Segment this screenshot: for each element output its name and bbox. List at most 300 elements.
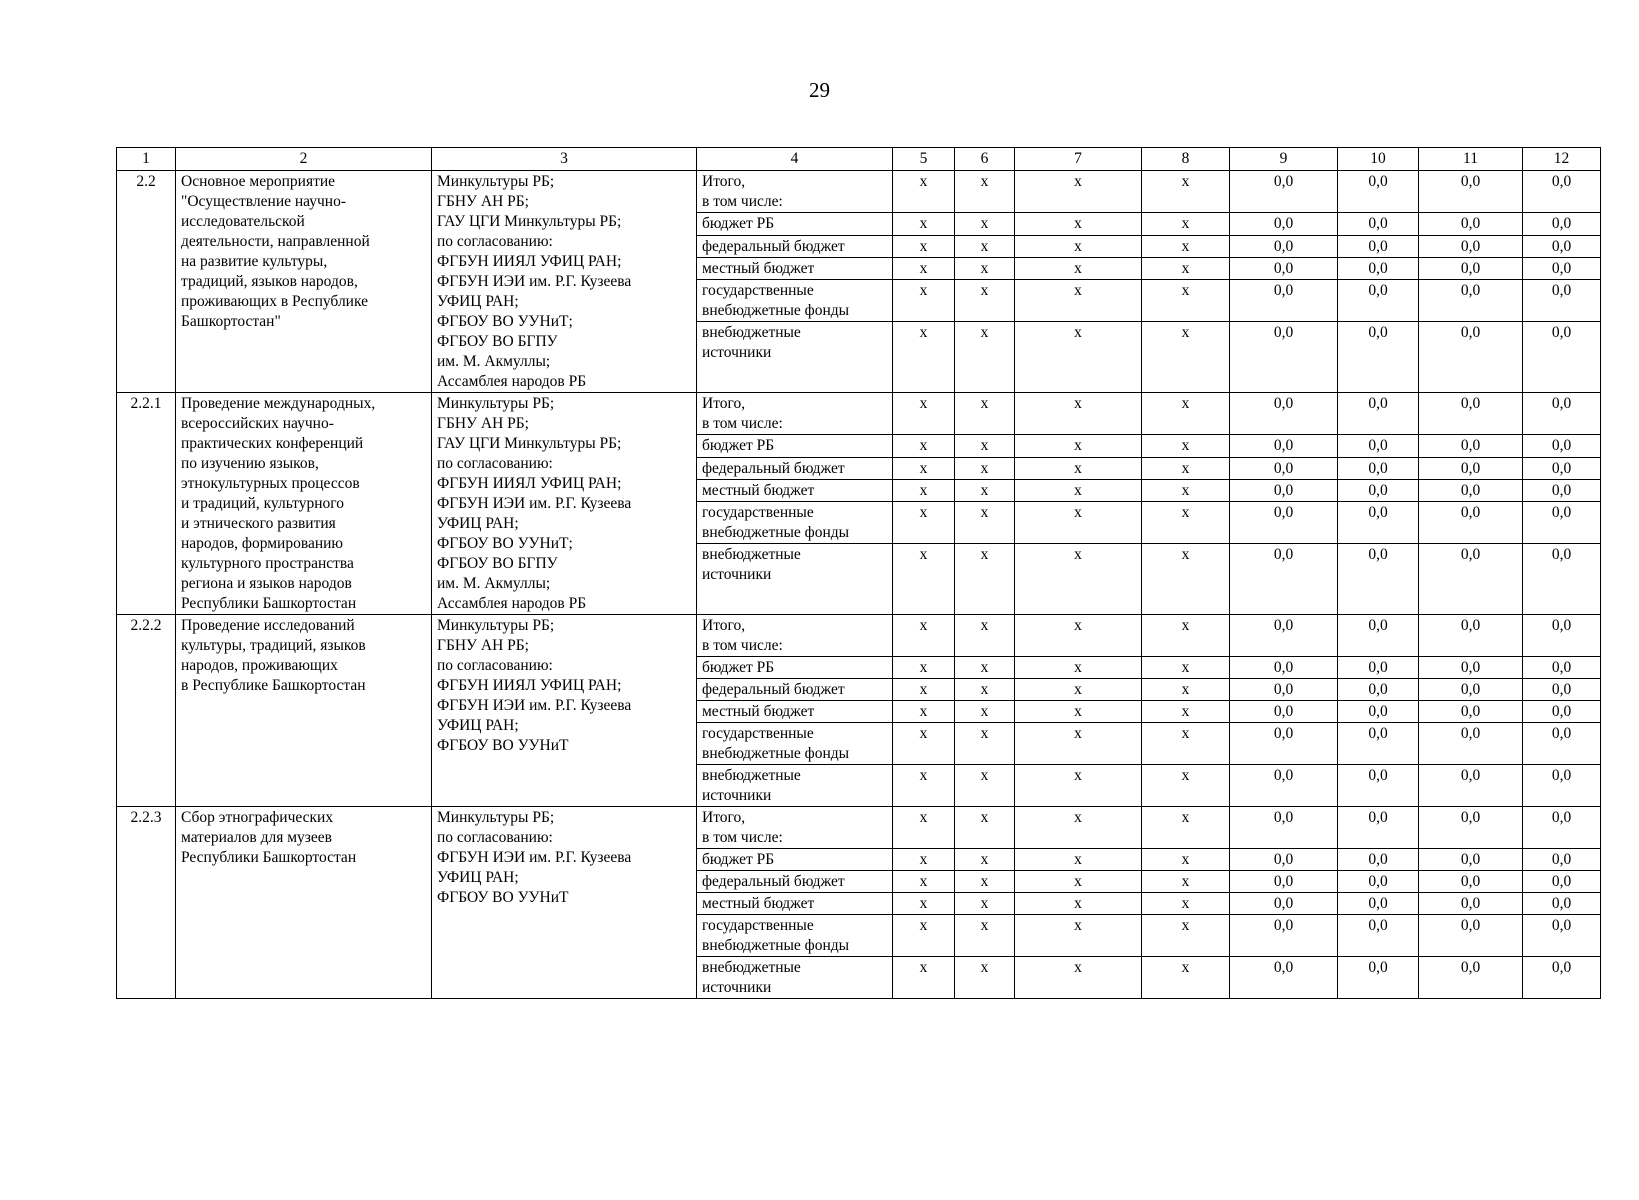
- executors: [432, 615, 697, 807]
- cell-x-c7: x: [1015, 615, 1142, 657]
- executor-line: ФГБОУ ВО УУНиТ;: [437, 535, 573, 552]
- funding-source: [697, 807, 893, 849]
- cell-x-c5: x: [893, 171, 955, 213]
- activity-name: [176, 171, 432, 393]
- funding-source-line: федеральный бюджет: [702, 237, 845, 255]
- cell-x-c6: x: [955, 765, 1015, 807]
- cell-value-c12: 0,0: [1523, 393, 1601, 435]
- funding-source: [697, 615, 893, 657]
- cell-x-c6: x: [955, 322, 1015, 393]
- funding-source-line: бюджет РБ: [702, 215, 775, 233]
- cell-value-c9: 0,0: [1230, 279, 1338, 321]
- funding-source: [697, 322, 893, 393]
- activity-name-line: на развитие культуры,: [181, 253, 328, 270]
- cell-value-c10: 0,0: [1338, 849, 1419, 871]
- cell-x-c8: x: [1142, 457, 1230, 479]
- cell-x-c7: x: [1015, 501, 1142, 543]
- funding-source: [697, 957, 893, 999]
- cell-x-c5: x: [893, 807, 955, 849]
- cell-x-c7: x: [1015, 849, 1142, 871]
- activity-name: [176, 615, 432, 807]
- cell-x-c6: x: [955, 235, 1015, 257]
- funding-source-line: в том числе:: [702, 415, 783, 432]
- cell-x-c5: x: [893, 893, 955, 915]
- funding-source: [697, 457, 893, 479]
- activity-name-line: региона и языков народов: [181, 575, 352, 592]
- cell-value-c10: 0,0: [1338, 457, 1419, 479]
- activity-name-line: традиций, языков народов,: [181, 273, 358, 290]
- cell-value-c10: 0,0: [1338, 915, 1419, 957]
- funding-source-line: государственные: [702, 281, 814, 299]
- funding-source-line: внебюджетные: [702, 546, 801, 564]
- activity-name-line: и этнического развития: [181, 515, 336, 532]
- column-header: 8: [1142, 148, 1230, 171]
- executor-line: УФИЦ РАН;: [437, 293, 519, 310]
- cell-value-c11: 0,0: [1419, 501, 1523, 543]
- column-header: 5: [893, 148, 955, 171]
- activity-name-line: Республики Башкортостан: [181, 849, 357, 866]
- activity-name-line: проживающих в Республике: [181, 293, 368, 310]
- cell-x-c6: x: [955, 479, 1015, 501]
- funding-source-line: бюджет РБ: [702, 851, 775, 868]
- cell-value-c12: 0,0: [1523, 807, 1601, 849]
- funding-source-line: источники: [702, 787, 772, 804]
- cell-x-c6: x: [955, 279, 1015, 321]
- cell-x-c5: x: [893, 235, 955, 257]
- cell-value-c9: 0,0: [1230, 544, 1338, 615]
- funding-source: [697, 915, 893, 957]
- cell-x-c6: x: [955, 807, 1015, 849]
- funding-source-line: внебюджетные фонды: [702, 937, 850, 954]
- activity-name-line: этнокультурных процессов: [181, 475, 360, 492]
- funding-source: [697, 871, 893, 893]
- cell-value-c11: 0,0: [1419, 615, 1523, 657]
- executor-line: по согласованию:: [437, 829, 553, 846]
- funding-source-line: в том числе:: [702, 193, 783, 210]
- funding-source-line: источники: [702, 979, 772, 996]
- cell-x-c8: x: [1142, 501, 1230, 543]
- cell-value-c10: 0,0: [1338, 723, 1419, 765]
- executor-line: ФГБОУ ВО УУНиТ: [437, 889, 569, 906]
- cell-x-c6: x: [955, 393, 1015, 435]
- cell-x-c7: x: [1015, 322, 1142, 393]
- activity-name-line: Республики Башкортостан: [181, 595, 357, 612]
- cell-value-c12: 0,0: [1523, 479, 1601, 501]
- funding-source-line: федеральный бюджет: [702, 681, 845, 698]
- cell-x-c7: x: [1015, 893, 1142, 915]
- cell-value-c10: 0,0: [1338, 393, 1419, 435]
- cell-x-c7: x: [1015, 435, 1142, 457]
- cell-x-c6: x: [955, 871, 1015, 893]
- cell-x-c5: x: [893, 279, 955, 321]
- cell-value-c9: 0,0: [1230, 171, 1338, 213]
- executor-line: УФИЦ РАН;: [437, 869, 519, 886]
- cell-value-c12: 0,0: [1523, 679, 1601, 701]
- cell-x-c7: x: [1015, 171, 1142, 213]
- activity-name-line: Башкортостан": [181, 313, 281, 330]
- activity-name-line: Сбор этнографических: [181, 809, 334, 826]
- cell-x-c6: x: [955, 657, 1015, 679]
- cell-x-c8: x: [1142, 615, 1230, 657]
- cell-x-c5: x: [893, 849, 955, 871]
- cell-x-c8: x: [1142, 701, 1230, 723]
- funding-source-line: федеральный бюджет: [702, 459, 845, 477]
- funding-source-line: государственные: [702, 917, 814, 934]
- funding-source-line: государственные: [702, 725, 814, 742]
- funding-source-line: внебюджетные: [702, 767, 801, 784]
- cell-x-c5: x: [893, 765, 955, 807]
- cell-value-c12: 0,0: [1523, 457, 1601, 479]
- cell-x-c7: x: [1015, 657, 1142, 679]
- table-header: [117, 148, 1601, 171]
- cell-value-c10: 0,0: [1338, 615, 1419, 657]
- cell-value-c11: 0,0: [1419, 171, 1523, 213]
- cell-x-c6: x: [955, 501, 1015, 543]
- cell-value-c10: 0,0: [1338, 679, 1419, 701]
- funding-source-line: источники: [702, 344, 772, 362]
- cell-x-c7: x: [1015, 479, 1142, 501]
- cell-x-c7: x: [1015, 235, 1142, 257]
- cell-x-c8: x: [1142, 435, 1230, 457]
- cell-x-c7: x: [1015, 213, 1142, 235]
- funding-source-line: внебюджетные: [702, 959, 801, 976]
- column-header: 11: [1419, 148, 1523, 171]
- cell-x-c7: x: [1015, 544, 1142, 615]
- cell-x-c8: x: [1142, 871, 1230, 893]
- executor-line: ФГБОУ ВО УУНиТ: [437, 737, 569, 754]
- cell-value-c10: 0,0: [1338, 701, 1419, 723]
- executor-line: по согласованию:: [437, 233, 553, 250]
- funding-source: [697, 279, 893, 321]
- cell-x-c7: x: [1015, 871, 1142, 893]
- cell-value-c10: 0,0: [1338, 479, 1419, 501]
- cell-value-c9: 0,0: [1230, 807, 1338, 849]
- cell-value-c9: 0,0: [1230, 765, 1338, 807]
- table-row: [117, 615, 1601, 657]
- cell-value-c12: 0,0: [1523, 701, 1601, 723]
- cell-x-c6: x: [955, 457, 1015, 479]
- cell-x-c7: x: [1015, 701, 1142, 723]
- activity-name-line: по изучению языков,: [181, 455, 319, 472]
- executor-line: ФГБУН ИЭИ им. Р.Г. Кузеева: [437, 273, 632, 290]
- column-header: 3: [432, 148, 697, 171]
- cell-x-c7: x: [1015, 723, 1142, 765]
- column-header: 1: [117, 148, 176, 171]
- cell-value-c11: 0,0: [1419, 235, 1523, 257]
- cell-value-c10: 0,0: [1338, 765, 1419, 807]
- cell-value-c12: 0,0: [1523, 765, 1601, 807]
- item-number: 2.2.3: [117, 807, 176, 999]
- cell-value-c11: 0,0: [1419, 657, 1523, 679]
- cell-x-c8: x: [1142, 322, 1230, 393]
- executor-line: ГБНУ АН РБ;: [437, 637, 529, 654]
- cell-value-c11: 0,0: [1419, 871, 1523, 893]
- executor-line: ФГБУН ИЭИ им. Р.Г. Кузеева: [437, 849, 632, 866]
- funding-source: [697, 893, 893, 915]
- funding-source-line: федеральный бюджет: [702, 873, 845, 890]
- cell-x-c5: x: [893, 457, 955, 479]
- cell-value-c9: 0,0: [1230, 679, 1338, 701]
- executor-line: ФГБОУ ВО БГПУ: [437, 555, 558, 572]
- cell-value-c10: 0,0: [1338, 501, 1419, 543]
- funding-source-line: внебюджетные: [702, 324, 801, 342]
- cell-x-c7: x: [1015, 393, 1142, 435]
- cell-value-c10: 0,0: [1338, 235, 1419, 257]
- executor-line: Минкультуры РБ;: [437, 395, 555, 412]
- cell-value-c9: 0,0: [1230, 235, 1338, 257]
- executor-line: ФГБОУ ВО УУНиТ;: [437, 313, 573, 330]
- funding-source: [697, 393, 893, 435]
- funding-source: [697, 849, 893, 871]
- executor-line: им. М. Акмуллы;: [437, 353, 551, 370]
- funding-source-line: местный бюджет: [702, 895, 815, 912]
- cell-x-c6: x: [955, 213, 1015, 235]
- cell-x-c5: x: [893, 723, 955, 765]
- cell-value-c11: 0,0: [1419, 279, 1523, 321]
- funding-source-line: внебюджетные фонды: [702, 301, 850, 319]
- cell-value-c9: 0,0: [1230, 615, 1338, 657]
- funding-source: [697, 435, 893, 457]
- page-number: 29: [809, 78, 830, 102]
- column-header: 7: [1015, 148, 1142, 171]
- activity-name-line: и традиций, культурного: [181, 495, 345, 512]
- executor-line: ГАУ ЦГИ Минкультуры РБ;: [437, 213, 622, 230]
- executor-line: ГБНУ АН РБ;: [437, 415, 529, 432]
- cell-x-c8: x: [1142, 893, 1230, 915]
- cell-value-c12: 0,0: [1523, 435, 1601, 457]
- cell-x-c5: x: [893, 213, 955, 235]
- cell-value-c12: 0,0: [1523, 171, 1601, 213]
- cell-value-c12: 0,0: [1523, 849, 1601, 871]
- executor-line: ФГБОУ ВО БГПУ: [437, 333, 558, 350]
- cell-x-c6: x: [955, 257, 1015, 279]
- executor-line: ГАУ ЦГИ Минкультуры РБ;: [437, 435, 622, 452]
- activity-name-line: в Республике Башкортостан: [181, 677, 366, 694]
- cell-x-c7: x: [1015, 257, 1142, 279]
- table-body: [117, 171, 1601, 999]
- cell-x-c5: x: [893, 435, 955, 457]
- funding-source-line: бюджет РБ: [702, 659, 775, 676]
- column-header: 10: [1338, 148, 1419, 171]
- cell-x-c8: x: [1142, 393, 1230, 435]
- cell-value-c9: 0,0: [1230, 213, 1338, 235]
- cell-value-c12: 0,0: [1523, 615, 1601, 657]
- cell-x-c5: x: [893, 479, 955, 501]
- cell-x-c6: x: [955, 544, 1015, 615]
- executor-line: Минкультуры РБ;: [437, 809, 555, 826]
- funding-source-line: внебюджетные фонды: [702, 523, 850, 541]
- executors: [432, 171, 697, 393]
- column-header: 9: [1230, 148, 1338, 171]
- executor-line: Ассамблея народов РБ: [437, 373, 587, 390]
- cell-value-c9: 0,0: [1230, 893, 1338, 915]
- funding-source: [697, 235, 893, 257]
- cell-value-c9: 0,0: [1230, 723, 1338, 765]
- item-number: 2.2.2: [117, 615, 176, 807]
- cell-value-c10: 0,0: [1338, 435, 1419, 457]
- activity-name-line: материалов для музеев: [181, 829, 332, 846]
- cell-value-c11: 0,0: [1419, 957, 1523, 999]
- activity-name-line: Основное мероприятие: [181, 173, 336, 190]
- cell-value-c10: 0,0: [1338, 657, 1419, 679]
- funding-table: [116, 147, 1601, 999]
- activity-name-line: всероссийских научно-: [181, 415, 334, 432]
- funding-source-line: местный бюджет: [702, 481, 815, 499]
- cell-x-c7: x: [1015, 279, 1142, 321]
- activity-name-line: Проведение международных,: [181, 395, 376, 412]
- cell-value-c9: 0,0: [1230, 393, 1338, 435]
- cell-value-c11: 0,0: [1419, 849, 1523, 871]
- executor-line: ФГБУН ИЭИ им. Р.Г. Кузеева: [437, 495, 632, 512]
- cell-x-c5: x: [893, 657, 955, 679]
- executors: [432, 807, 697, 999]
- funding-source-line: источники: [702, 566, 772, 584]
- funding-source-line: местный бюджет: [702, 703, 815, 720]
- cell-x-c5: x: [893, 679, 955, 701]
- cell-value-c11: 0,0: [1419, 915, 1523, 957]
- funding-source-line: местный бюджет: [702, 259, 815, 277]
- cell-value-c11: 0,0: [1419, 807, 1523, 849]
- cell-value-c12: 0,0: [1523, 501, 1601, 543]
- activity-name-line: "Осуществление научно-: [181, 193, 347, 210]
- cell-value-c11: 0,0: [1419, 322, 1523, 393]
- cell-x-c8: x: [1142, 849, 1230, 871]
- cell-x-c5: x: [893, 322, 955, 393]
- cell-x-c5: x: [893, 871, 955, 893]
- funding-source-line: бюджет РБ: [702, 437, 775, 455]
- cell-value-c12: 0,0: [1523, 257, 1601, 279]
- cell-x-c8: x: [1142, 765, 1230, 807]
- activity-name-line: исследовательской: [181, 213, 305, 230]
- activity-name: [176, 393, 432, 615]
- cell-value-c9: 0,0: [1230, 871, 1338, 893]
- cell-value-c10: 0,0: [1338, 171, 1419, 213]
- cell-value-c9: 0,0: [1230, 701, 1338, 723]
- cell-x-c8: x: [1142, 679, 1230, 701]
- executor-line: ГБНУ АН РБ;: [437, 193, 529, 210]
- cell-x-c8: x: [1142, 171, 1230, 213]
- cell-value-c11: 0,0: [1419, 457, 1523, 479]
- executor-line: ФГБУН ИИЯЛ УФИЦ РАН;: [437, 677, 622, 694]
- cell-x-c6: x: [955, 957, 1015, 999]
- cell-x-c6: x: [955, 435, 1015, 457]
- cell-value-c9: 0,0: [1230, 322, 1338, 393]
- table-row: [117, 807, 1601, 849]
- cell-x-c6: x: [955, 723, 1015, 765]
- cell-value-c11: 0,0: [1419, 393, 1523, 435]
- column-header: 12: [1523, 148, 1601, 171]
- executor-line: им. М. Акмуллы;: [437, 575, 551, 592]
- item-number: 2.2.1: [117, 393, 176, 615]
- cell-value-c11: 0,0: [1419, 479, 1523, 501]
- cell-value-c12: 0,0: [1523, 915, 1601, 957]
- cell-x-c6: x: [955, 701, 1015, 723]
- column-header: 2: [176, 148, 432, 171]
- cell-value-c10: 0,0: [1338, 957, 1419, 999]
- table-row: [117, 393, 1601, 435]
- cell-value-c10: 0,0: [1338, 871, 1419, 893]
- funding-source-line: Итого,: [702, 395, 746, 412]
- executors: [432, 393, 697, 615]
- cell-value-c10: 0,0: [1338, 807, 1419, 849]
- funding-source-line: Итого,: [702, 617, 746, 634]
- cell-x-c7: x: [1015, 957, 1142, 999]
- cell-value-c12: 0,0: [1523, 723, 1601, 765]
- cell-value-c12: 0,0: [1523, 544, 1601, 615]
- cell-value-c9: 0,0: [1230, 457, 1338, 479]
- cell-value-c9: 0,0: [1230, 849, 1338, 871]
- funding-source-line: Итого,: [702, 173, 746, 190]
- executor-line: ФГБУН ИИЯЛ УФИЦ РАН;: [437, 475, 622, 492]
- cell-x-c7: x: [1015, 807, 1142, 849]
- cell-x-c8: x: [1142, 257, 1230, 279]
- cell-x-c5: x: [893, 915, 955, 957]
- cell-value-c9: 0,0: [1230, 435, 1338, 457]
- cell-x-c8: x: [1142, 807, 1230, 849]
- activity-name-line: культуры, традиций, языков: [181, 637, 366, 654]
- column-header: 6: [955, 148, 1015, 171]
- activity-name-line: народов, формированию: [181, 535, 344, 552]
- cell-value-c9: 0,0: [1230, 479, 1338, 501]
- cell-x-c6: x: [955, 679, 1015, 701]
- cell-value-c12: 0,0: [1523, 657, 1601, 679]
- cell-value-c11: 0,0: [1419, 435, 1523, 457]
- activity-name: [176, 807, 432, 999]
- item-number: 2.2: [117, 171, 176, 393]
- funding-source: [697, 213, 893, 235]
- executor-line: по согласованию:: [437, 455, 553, 472]
- cell-value-c9: 0,0: [1230, 957, 1338, 999]
- funding-source: [697, 657, 893, 679]
- cell-value-c10: 0,0: [1338, 213, 1419, 235]
- cell-value-c11: 0,0: [1419, 723, 1523, 765]
- executor-line: УФИЦ РАН;: [437, 717, 519, 734]
- cell-value-c11: 0,0: [1419, 544, 1523, 615]
- cell-x-c6: x: [955, 849, 1015, 871]
- cell-value-c11: 0,0: [1419, 701, 1523, 723]
- funding-source: [697, 679, 893, 701]
- cell-x-c7: x: [1015, 457, 1142, 479]
- cell-x-c5: x: [893, 701, 955, 723]
- cell-value-c10: 0,0: [1338, 893, 1419, 915]
- cell-x-c8: x: [1142, 213, 1230, 235]
- activity-name-line: Проведение исследований: [181, 617, 355, 634]
- cell-value-c9: 0,0: [1230, 501, 1338, 543]
- funding-source-line: Итого,: [702, 809, 746, 826]
- cell-value-c12: 0,0: [1523, 871, 1601, 893]
- cell-value-c11: 0,0: [1419, 679, 1523, 701]
- column-header: 4: [697, 148, 893, 171]
- cell-x-c8: x: [1142, 723, 1230, 765]
- cell-value-c11: 0,0: [1419, 213, 1523, 235]
- cell-x-c6: x: [955, 915, 1015, 957]
- cell-value-c9: 0,0: [1230, 915, 1338, 957]
- cell-x-c5: x: [893, 957, 955, 999]
- cell-value-c11: 0,0: [1419, 765, 1523, 807]
- funding-source: [697, 257, 893, 279]
- executor-line: ФГБУН ИЭИ им. Р.Г. Кузеева: [437, 697, 632, 714]
- cell-value-c12: 0,0: [1523, 213, 1601, 235]
- cell-value-c9: 0,0: [1230, 257, 1338, 279]
- cell-value-c12: 0,0: [1523, 322, 1601, 393]
- cell-value-c12: 0,0: [1523, 279, 1601, 321]
- activity-name-line: культурного пространства: [181, 555, 354, 572]
- cell-value-c12: 0,0: [1523, 235, 1601, 257]
- cell-value-c12: 0,0: [1523, 893, 1601, 915]
- cell-value-c9: 0,0: [1230, 657, 1338, 679]
- cell-x-c6: x: [955, 893, 1015, 915]
- funding-source-line: в том числе:: [702, 829, 783, 846]
